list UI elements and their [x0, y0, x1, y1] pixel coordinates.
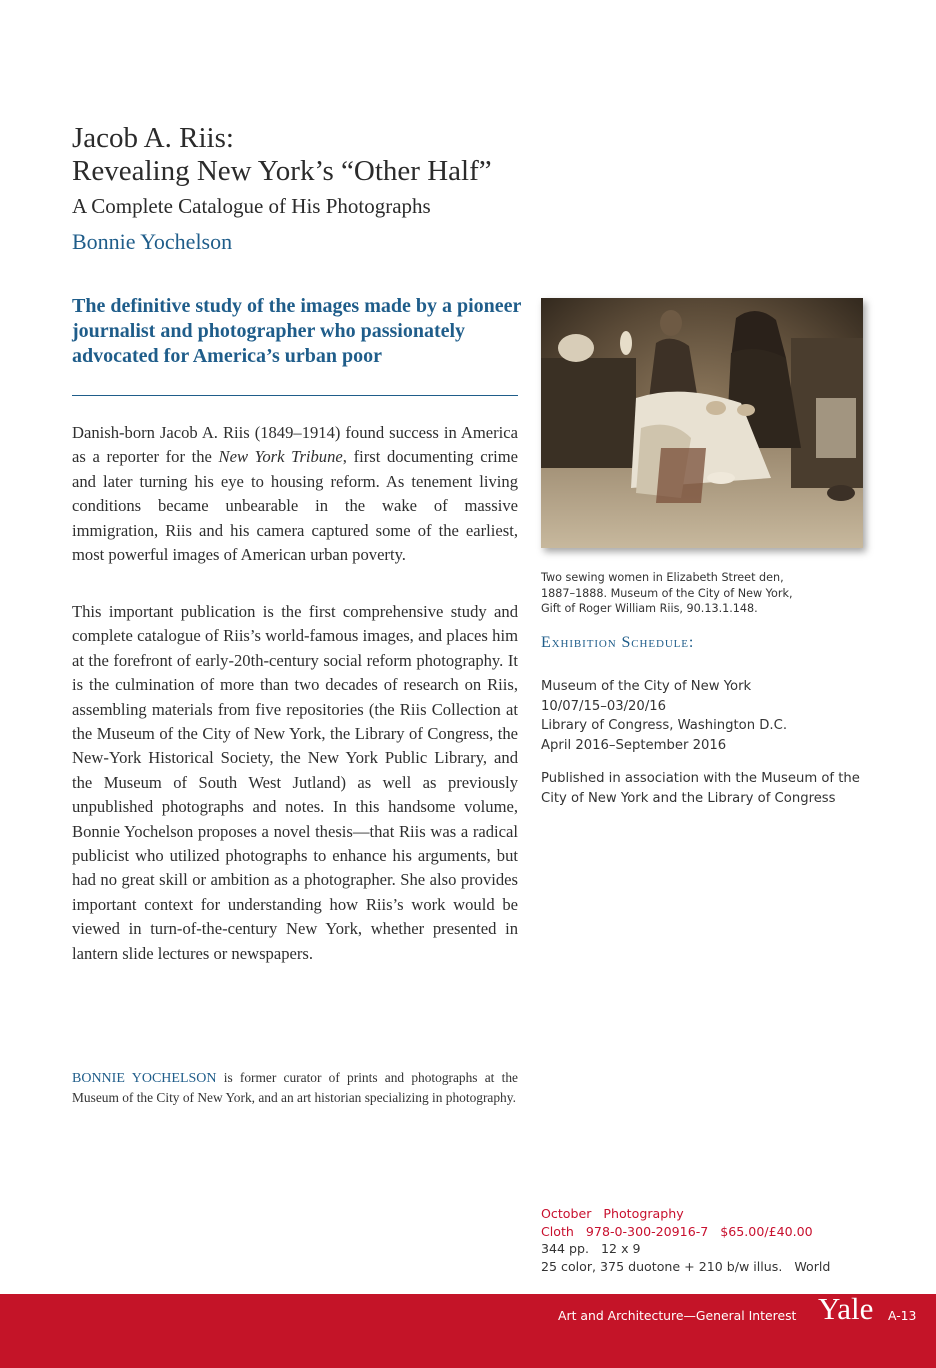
pub-trim: 12 x 9: [601, 1241, 641, 1257]
pub-price: $65.00/£40.00: [720, 1223, 813, 1239]
pub-isbn: 978-0-300-20916-7: [585, 1223, 709, 1239]
pub-pages: 344 pp.: [541, 1241, 590, 1257]
exhibition-dates-1: 10/07/15–03/20/16: [541, 698, 667, 714]
caption-line-1: Two sewing women in Elizabeth Street den,: [541, 571, 784, 584]
photo-illustration: [541, 298, 863, 548]
pub-binding: Cloth: [541, 1223, 574, 1239]
footer-brand-logo: Yale: [818, 1291, 874, 1326]
bio-text: is former curator of prints and photographs at the Museum of the City of New York, and an art historian specializing in photography.: [72, 1070, 518, 1105]
caption-line-3: Gift of Roger William Riis, 90.13.1.148.: [541, 602, 758, 615]
author-bio: [72, 1068, 518, 1107]
book-tagline: The definitive study of the images made by a pioneer journalist and photographer who passionately advocated for America’s urban poor: [72, 295, 522, 367]
exhibition-dates-2: April 2016–September 2016: [541, 737, 727, 753]
exhibition-schedule-heading: Exhibition Schedule:: [541, 634, 695, 651]
para1-text-b: , first documenting crime and later turning his eye to housing reform. As tenement living conditions became unbearable in the wake of massive immigration, Riis and his camera captured some of the earliest, most powerful images of American urban poverty.: [72, 447, 518, 565]
pub-rights: World: [794, 1258, 831, 1274]
pub-line-1: [541, 1205, 881, 1223]
description-paragraph-2: This important publication is the first comprehensive study and complete catalogue of Riis’s world-famous images, and places him at the forefront of early-20th-century social reform photography. It is the culmination of more than two decades of research on Riis, assembling materials from five repositories (the Riis Collection at the Museum of the City of New York, the Library of Congress, the New-York Historical Society, the New York Public Library, and the Museum of South West Jutland) as well as previously unpublished photographs and notes. In this handsome volume, Bonnie Yochelson proposes a novel thesis—that Riis was a radical publicist who utilized photographs to enhance his arguments, but had no great skill or ambition as a photographer. She also provides important context for understanding how Riis’s work would be viewed in turn-of-the-century New York, whether presented in lantern slide lectures or newspapers.: [72, 602, 518, 963]
bio-author-name: BONNIE YOCHELSON: [72, 1071, 217, 1086]
publication-info: [541, 1205, 881, 1275]
book-subtitle: A Complete Catalogue of His Photographs: [72, 194, 431, 218]
book-author: Bonnie Yochelson: [72, 229, 233, 254]
published-association-note: Published in association with the Museum of the City of New York and the Library of Congress: [541, 771, 860, 806]
footer-page-number: A-13: [888, 1308, 917, 1323]
book-title: [72, 122, 542, 188]
description-paragraph-1: [72, 421, 518, 567]
pub-line-3: [541, 1240, 881, 1258]
pub-line-2: [541, 1223, 881, 1241]
pub-illustrations: 25 color, 375 duotone + 210 b/w illus.: [541, 1258, 783, 1274]
footer-category: Art and Architecture—General Interest: [558, 1308, 797, 1323]
book-title-line1: Jacob A. Riis:: [72, 122, 234, 154]
exhibition-venue-1: Museum of the City of New York: [541, 679, 752, 694]
book-title-line2: Revealing New York’s “Other Half”: [72, 155, 492, 187]
divider-rule: [72, 395, 518, 396]
newspaper-title: New York Tribune: [218, 447, 343, 467]
caption-line-2: 1887–1888. Museum of the City of New York,: [541, 586, 793, 600]
pub-line-4: [541, 1258, 881, 1276]
footer-bar: [0, 1294, 936, 1368]
pub-category: Photography: [603, 1206, 684, 1221]
pub-month: October: [541, 1206, 592, 1221]
exhibition-venue-2: Library of Congress, Washington D.C.: [541, 718, 788, 734]
photo-caption: [541, 570, 841, 617]
para1-text-a: Danish-born Jacob A. Riis (1849–1914) found success in America as a reporter for the: [72, 423, 518, 467]
exhibition-schedule-list: [541, 677, 871, 755]
sewing-women-photo: [541, 298, 863, 548]
